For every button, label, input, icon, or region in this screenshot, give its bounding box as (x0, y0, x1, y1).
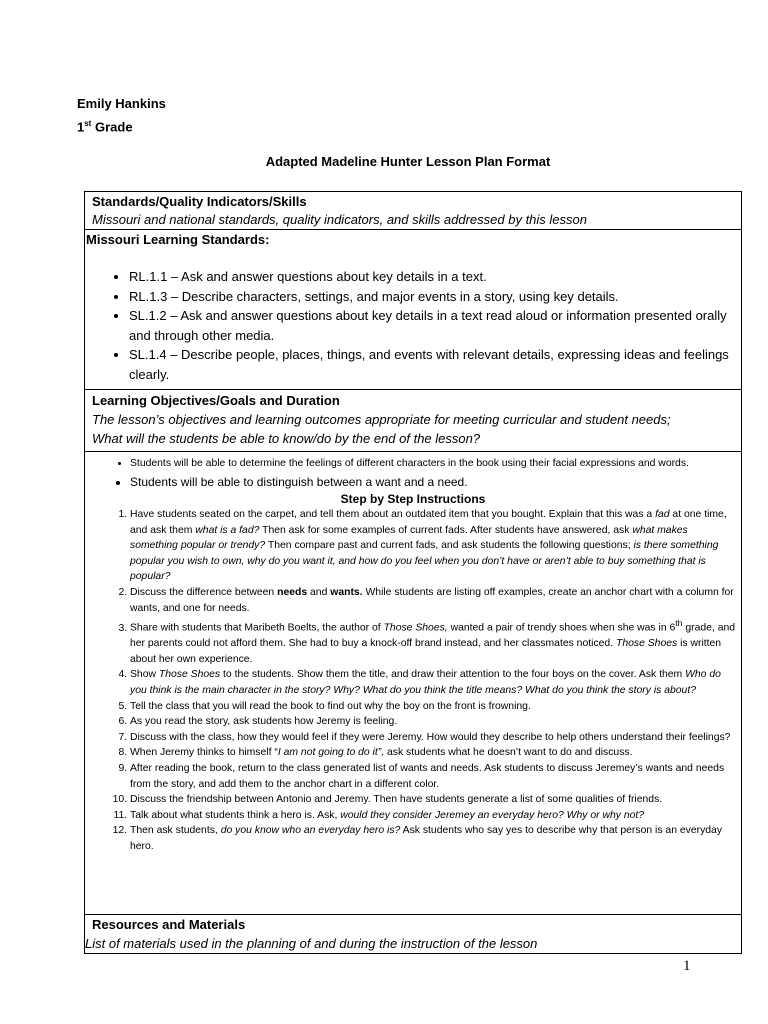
standard-item: • SL.1.4 – Describe people, places, things, and events with relevant details, expressing ideas and feelings clearly. (129, 345, 741, 384)
grade-word: Grade (94, 119, 133, 135)
step-item: 4. Show Those Shoes to the students. Show them the title, and draw their attention to the four boys on the cover. Ask them Who do you think is the main character in the story? Why? What do you think the title means? What do you think the story is about? (130, 667, 737, 698)
author-name: Emily Hankins (77, 96, 166, 111)
step-item: 5. Tell the class that you will read the book to find out why the boy on the front is frowning. (130, 699, 737, 715)
resources-heading: Resources and Materials (92, 917, 246, 932)
standards-description: Missouri and national standards, quality indicators, and skills addressed by this lesson (92, 212, 587, 227)
step-item: 9. After reading the book, return to the class generated list of wants and needs. Ask students to discuss Jeremey’s wants and needs from the story, and add them to the anchor chart in a different color. (130, 761, 737, 792)
missouri-standards-heading: Missouri Learning Standards: (86, 232, 270, 247)
standards-heading: Standards/Quality Indicators/Skills (92, 194, 307, 209)
missouri-standards-list (85, 267, 741, 384)
objectives-heading: Learning Objectives/Goals and Duration (92, 393, 340, 408)
standard-item: • SL.1.2 – Ask and answer questions about key details in a text read aloud or information presented orally and through other media. (129, 306, 741, 345)
step-item: 3. Share with students that Maribeth Boelts, the author of Those Shoes, wanted a pair of trendy shoes when she was in 6th grade, and her parents could not afford them. She had to buy a knock-off brand instead, and her classmates noticed. Those Shoes is written about her own experience. (130, 616, 737, 667)
grade-number: 1 (77, 119, 85, 135)
step-item: 6. As you read the story, ask students how Jeremy is feeling. (130, 714, 737, 730)
objectives-section (84, 389, 742, 452)
objective-item: • Students will be able to determine the feelings of different characters in the book using their facial expressions and words. (130, 456, 735, 472)
step-item: 1. Have students seated on the carpet, and tell them about an outdated item that you bought. Explain that this was a fad at one time, and ask them what is a fad? Then ask for some examples of current fads. After students have answered, ask what makes something popular or trendy? Then compare past and current fads, and ask students the following questions; is there something popular you wish to own, why do you want it, and how do you feel when you don’t have or aren’t able to buy something that is popular? (130, 507, 737, 585)
step-item: 12. Then ask students, do you know who an everyday hero is? Ask students who say yes to describe why that person is an everyday hero. (130, 823, 737, 854)
step-item: 8. When Jeremy thinks to himself “I am not going to do it”, ask students what he doesn’t want to do and discuss. (130, 745, 737, 761)
step-item: 11. Talk about what students think a hero is. Ask, would they consider Jeremey an everyday hero? Why or why not? (130, 808, 737, 824)
standard-item: • RL.1.3 – Describe characters, settings, and major events in a story, using key details. (129, 287, 741, 307)
objective-item: • Students will be able to distinguish between a want and a need. (130, 473, 735, 491)
page-number: 1 (683, 958, 691, 974)
lesson-body-section (84, 451, 742, 915)
step-item: 10. Discuss the friendship between Antonio and Jeremy. Then have students generate a list of some qualities of friends. (130, 792, 737, 808)
missouri-standards-section (84, 229, 742, 390)
resources-description: List of materials used in the planning of and during the instruction of the lesson (85, 936, 538, 951)
objectives-description-line1: The lesson’s objectives and learning outcomes appropriate for meeting curricular and student needs; (92, 412, 671, 427)
resources-section (84, 914, 742, 954)
standards-section (84, 191, 742, 230)
objectives-description-line2: What will the students be able to know/do by the end of the lesson? (92, 431, 481, 446)
objectives-list (85, 456, 741, 491)
document-title: Adapted Madeline Hunter Lesson Plan Format (265, 154, 551, 169)
grade-level (77, 114, 166, 137)
step-item: 7. Discuss with the class, how they would feel if they were Jeremy. How would they describe to help others understand their feelings? (130, 730, 737, 746)
step-item: 2. Discuss the difference between needs and wants. While students are listing off examples, create an anchor chart with a column for wants, and one for needs. (130, 585, 737, 616)
step-by-step-heading: Step by Step Instructions (340, 492, 486, 506)
author-block (77, 94, 166, 137)
standard-item: • RL.1.1 – Ask and answer questions about key details in a text. (129, 267, 741, 287)
grade-suffix: st (84, 119, 92, 128)
step-list (85, 507, 741, 855)
